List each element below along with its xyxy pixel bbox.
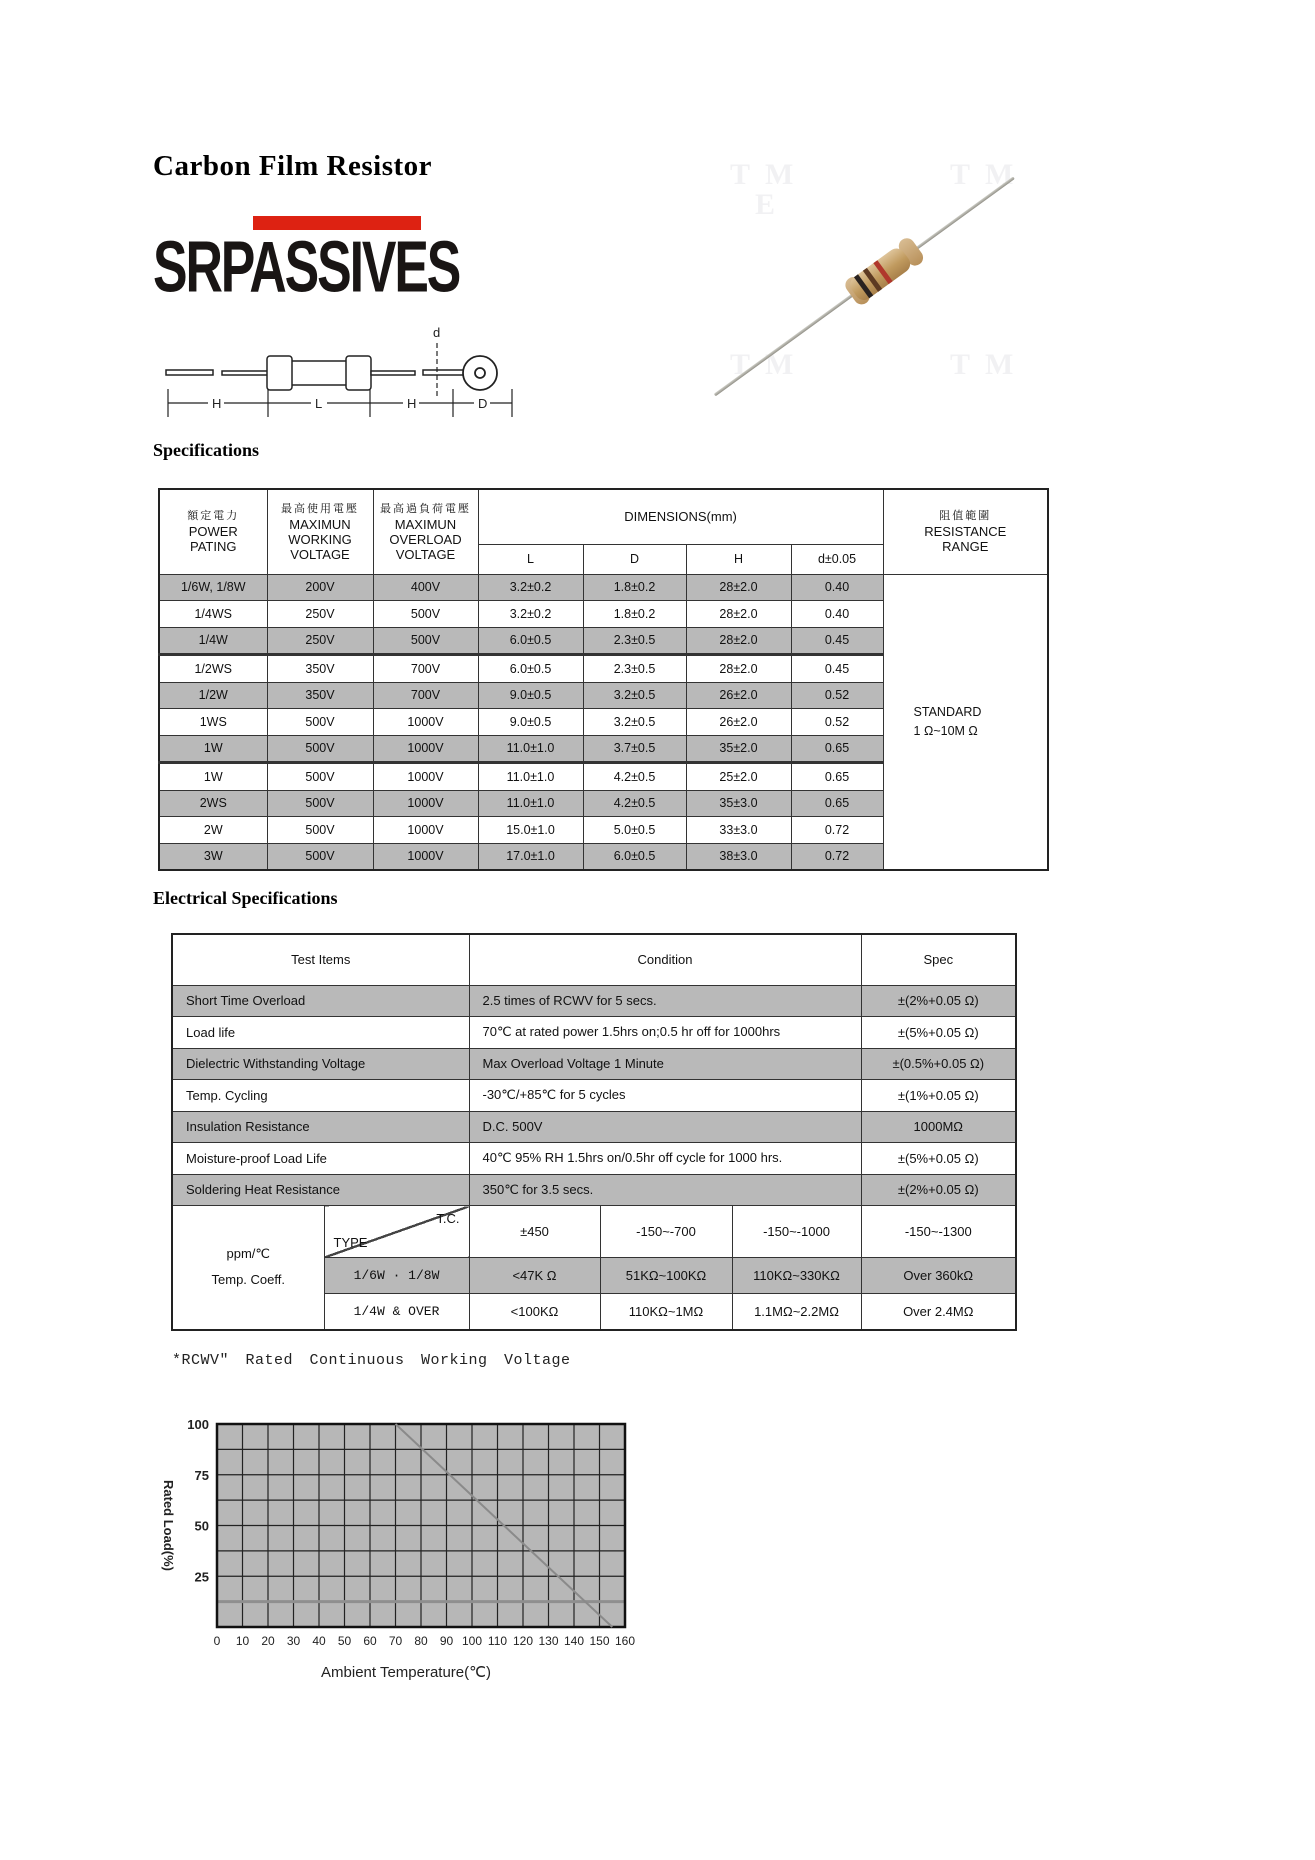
tc-range-header-cell: -150~-1000: [732, 1206, 861, 1258]
table-row: [172, 1017, 1016, 1049]
table-cell: 1/6W, 1/8W: [159, 574, 267, 601]
resistor-photo: [590, 118, 1020, 418]
table-row: [172, 1080, 1016, 1112]
table-cell: 1000V: [373, 817, 478, 844]
table-cell: 500V: [267, 763, 373, 791]
table-cell: 350V: [267, 682, 373, 709]
table-row: [172, 1111, 1016, 1143]
table-row: [172, 985, 1016, 1017]
header-sub-l: L: [478, 544, 583, 574]
table-cell: ±(2%+0.05 Ω): [861, 1174, 1016, 1206]
sr-passives-logo: [153, 213, 460, 308]
table-cell: 6.0±0.5: [583, 843, 686, 870]
table-cell: 400V: [373, 574, 478, 601]
table-cell: 1000V: [373, 735, 478, 763]
tc-range-header-cell: -150~-700: [600, 1206, 732, 1258]
tc-type-cell: 1/4W & OVER: [324, 1294, 469, 1330]
table-cell: 0.72: [791, 817, 883, 844]
temp-coeff-label-line: Temp. Coeff.: [211, 1272, 285, 1288]
y-tick-label: 25: [194, 1569, 209, 1585]
table-cell: Insulation Resistance: [172, 1111, 469, 1143]
x-tick-label: 60: [363, 1634, 377, 1648]
table-cell: 1/4WS: [159, 601, 267, 628]
tc-value-cell: <47K Ω: [469, 1258, 600, 1294]
tc-value-cell: 110KΩ~1MΩ: [600, 1294, 732, 1330]
logo-sr: SR: [153, 225, 221, 308]
table-cell: 3.2±0.5: [583, 682, 686, 709]
x-tick-label: 20: [261, 1634, 275, 1648]
table-cell: 0.45: [791, 655, 883, 683]
table-cell: ±(0.5%+0.05 Ω): [861, 1048, 1016, 1080]
x-tick-label: 110: [487, 1634, 508, 1648]
tc-value-cell: Over 360kΩ: [861, 1258, 1016, 1294]
table-cell: 350V: [267, 655, 373, 683]
table-cell: 70℃ at rated power 1.5hrs on;0.5 hr off for 1000hrs: [469, 1017, 861, 1049]
x-tick-label: 160: [614, 1634, 636, 1648]
table-cell: 35±2.0: [686, 735, 791, 763]
table-row: [172, 1048, 1016, 1080]
watermark: T M: [730, 348, 794, 381]
table-cell: 6.0±0.5: [478, 627, 583, 655]
tc-corner-label: T.C.: [436, 1211, 460, 1226]
logo-text: [153, 225, 459, 308]
label-d: d: [433, 325, 441, 340]
header-working-voltage: 最高使用電壓 MAXIMUN WORKING VOLTAGE: [267, 489, 373, 574]
header-power: 額定電力 POWER PATING: [159, 489, 267, 574]
lead-stub-left: [166, 370, 213, 375]
x-tick-label: 0: [213, 1634, 221, 1648]
label-l: L: [315, 396, 323, 411]
lead-stub-right: [423, 370, 465, 375]
table-cell: 0.40: [791, 574, 883, 601]
rcwv-note: *RCWV" Rated Continuous Working Voltage: [172, 1352, 571, 1369]
derating-chart: [130, 1385, 750, 1715]
table-cell: -30℃/+85℃ for 5 cycles: [469, 1080, 861, 1112]
table-cell: 26±2.0: [686, 709, 791, 736]
tc-value-cell: <100KΩ: [469, 1294, 600, 1330]
table-cell: 1W: [159, 763, 267, 791]
label-big-d: D: [478, 396, 488, 411]
table-cell: 1.8±0.2: [583, 601, 686, 628]
tc-header-row: [172, 1206, 1016, 1258]
table-cell: 2.5 times of RCWV for 5 secs.: [469, 985, 861, 1017]
table-cell: D.C. 500V: [469, 1111, 861, 1143]
resistor-body-photo: [847, 245, 914, 304]
resistor-body: [290, 361, 348, 385]
x-tick-label: 50: [337, 1634, 352, 1648]
elec-table-body: [172, 985, 1016, 1330]
table-cell: 1/2W: [159, 682, 267, 709]
table-cell: 2.3±0.5: [583, 627, 686, 655]
y-axis-title: Rated Load(%): [161, 1480, 176, 1571]
header-power-cn: 額定電力: [187, 510, 240, 523]
table-cell: Dielectric Withstanding Voltage: [172, 1048, 469, 1080]
spec-table-body: [159, 574, 1048, 870]
table-cell: 500V: [373, 601, 478, 628]
x-tick-label: 120: [512, 1634, 534, 1648]
x-tick-label: 150: [589, 1634, 610, 1648]
table-cell: 3.7±0.5: [583, 735, 686, 763]
table-cell: 6.0±0.5: [478, 655, 583, 683]
type-corner-label: TYPE: [333, 1235, 368, 1250]
table-cell: 5.0±0.5: [583, 817, 686, 844]
table-cell: 1000V: [373, 843, 478, 870]
watermark: T M: [950, 348, 1014, 381]
table-cell: 0.72: [791, 843, 883, 870]
resistance-range-line: STANDARD: [913, 704, 982, 719]
table-cell: 0.65: [791, 763, 883, 791]
tc-range-header-cell: ±450: [469, 1206, 600, 1258]
table-cell: ±(5%+0.05 Ω): [861, 1143, 1016, 1175]
table-cell: 40℃ 95% RH 1.5hrs on/0.5hr off cycle for 1000 hrs.: [469, 1143, 861, 1175]
label-h-right: H: [407, 396, 417, 411]
logo-passives: PASSIVES: [220, 225, 460, 308]
table-cell: 15.0±1.0: [478, 817, 583, 844]
table-cell: 35±3.0: [686, 790, 791, 817]
header-dimensions: DIMENSIONS(mm): [478, 489, 883, 544]
x-tick-label: 30: [286, 1634, 301, 1648]
table-cell: 1000MΩ: [861, 1111, 1016, 1143]
table-cell: 26±2.0: [686, 682, 791, 709]
table-cell: 38±3.0: [686, 843, 791, 870]
lead-left: [222, 371, 268, 375]
table-cell: ±(5%+0.05 Ω): [861, 1017, 1016, 1049]
table-cell: 25±2.0: [686, 763, 791, 791]
type-tc-diagonal-cell: [324, 1206, 469, 1258]
table-cell: 1000V: [373, 763, 478, 791]
watermark: T M: [730, 158, 794, 191]
table-cell: Short Time Overload: [172, 985, 469, 1017]
table-cell: 1W: [159, 735, 267, 763]
table-cell: 3.2±0.2: [478, 601, 583, 628]
table-cell: 500V: [267, 843, 373, 870]
table-cell: 9.0±0.5: [478, 682, 583, 709]
header-overload-voltage: 最高過負荷電壓 MAXIMUN OVERLOAD VOLTAGE: [373, 489, 478, 574]
x-tick-label: 70: [388, 1634, 403, 1648]
table-cell: 0.65: [791, 735, 883, 763]
table-cell: 11.0±1.0: [478, 735, 583, 763]
table-cell: 0.52: [791, 682, 883, 709]
table-cell: 200V: [267, 574, 373, 601]
table-cell: 500V: [267, 709, 373, 736]
lead-right: [371, 371, 415, 375]
table-cell: 500V: [267, 817, 373, 844]
header-test-items: Test Items: [172, 934, 469, 985]
table-cell: ±(2%+0.05 Ω): [861, 985, 1016, 1017]
table-cell: 17.0±1.0: [478, 843, 583, 870]
table-cell: 33±3.0: [686, 817, 791, 844]
tc-value-cell: 110KΩ~330KΩ: [732, 1258, 861, 1294]
table-cell: 1/2WS: [159, 655, 267, 683]
x-tick-label: 10: [235, 1634, 250, 1648]
x-tick-label: 80: [414, 1634, 428, 1648]
table-cell: 250V: [267, 627, 373, 655]
x-tick-label: 40: [312, 1634, 326, 1648]
table-row: [172, 1143, 1016, 1175]
table-cell: 700V: [373, 682, 478, 709]
x-tick-label: 90: [439, 1634, 454, 1648]
header-sub-h: H: [686, 544, 791, 574]
resistance-range-line: 1 Ω~10M Ω: [913, 723, 978, 738]
specifications-table: [158, 488, 1049, 871]
table-cell: 350℃ for 3.5 secs.: [469, 1174, 861, 1206]
header-sub-dtol: d±0.05: [791, 544, 883, 574]
table-cell: 700V: [373, 655, 478, 683]
header-condition: Condition: [469, 934, 861, 985]
temp-coeff-label-line: ppm/℃: [226, 1246, 270, 1262]
table-cell: 500V: [267, 735, 373, 763]
table-cell: 28±2.0: [686, 655, 791, 683]
electrical-heading: Electrical Specifications: [153, 888, 338, 908]
x-tick-label: 140: [563, 1634, 585, 1648]
table-cell: 0.45: [791, 627, 883, 655]
x-tick-label: 100: [461, 1634, 483, 1648]
tc-range-header-cell: -150~-1300: [861, 1206, 1016, 1258]
table-cell: 11.0±1.0: [478, 790, 583, 817]
table-cell: 1000V: [373, 709, 478, 736]
end-view-lead-dot: [475, 368, 485, 378]
tc-value-cell: Over 2.4MΩ: [861, 1294, 1016, 1330]
header-resistance-range: 阻值範圍 RESISTANCE RANGE: [883, 489, 1048, 574]
tc-value-cell: 51KΩ~100KΩ: [600, 1258, 732, 1294]
tc-type-cell: 1/6W · 1/8W: [324, 1258, 469, 1294]
table-cell: Temp. Cycling: [172, 1080, 469, 1112]
table-cell: 2.3±0.5: [583, 655, 686, 683]
table-cell: 3.2±0.5: [583, 709, 686, 736]
x-tick-label: 130: [538, 1634, 559, 1648]
header-spec: Spec: [861, 934, 1016, 985]
label-h-left: H: [212, 396, 222, 411]
table-cell: 28±2.0: [686, 574, 791, 601]
header-sub-d: D: [583, 544, 686, 574]
table-cell: 9.0±0.5: [478, 709, 583, 736]
table-cell: 500V: [267, 790, 373, 817]
table-cell: 28±2.0: [686, 627, 791, 655]
table-cell: 1WS: [159, 709, 267, 736]
tc-value-cell: 1.1MΩ~2.2MΩ: [732, 1294, 861, 1330]
table-cell: 0.40: [791, 601, 883, 628]
table-cell: Max Overload Voltage 1 Minute: [469, 1048, 861, 1080]
watermark: T M: [950, 158, 1014, 191]
y-tick-label: 50: [194, 1518, 209, 1534]
temp-coeff-label-cell: [172, 1206, 324, 1330]
resistor-dimension-drawing: [140, 325, 540, 425]
table-row: [172, 1174, 1016, 1206]
table-cell: 250V: [267, 601, 373, 628]
end-cap-left: [267, 356, 292, 390]
x-axis-title: Ambient Temperature(℃): [321, 1664, 491, 1681]
table-cell: 11.0±1.0: [478, 763, 583, 791]
table-cell: Moisture-proof Load Life: [172, 1143, 469, 1175]
table-cell: Soldering Heat Resistance: [172, 1174, 469, 1206]
table-cell: 3W: [159, 843, 267, 870]
table-cell: 3.2±0.2: [478, 574, 583, 601]
table-cell: 1000V: [373, 790, 478, 817]
table-cell: 0.52: [791, 709, 883, 736]
table-cell: Load life: [172, 1017, 469, 1049]
table-cell: 28±2.0: [686, 601, 791, 628]
table-cell: 2WS: [159, 790, 267, 817]
y-tick-label: 100: [187, 1417, 209, 1432]
table-cell: 1.8±0.2: [583, 574, 686, 601]
table-cell: 4.2±0.5: [583, 763, 686, 791]
table-cell: 4.2±0.5: [583, 790, 686, 817]
table-cell: 1/4W: [159, 627, 267, 655]
table-cell: 2W: [159, 817, 267, 844]
resistance-range-cell: [883, 574, 1048, 870]
specifications-heading: Specifications: [153, 440, 259, 460]
y-tick-label: 75: [194, 1467, 209, 1483]
watermark: E: [755, 188, 776, 221]
table-cell: 0.65: [791, 790, 883, 817]
page-title: Carbon Film Resistor: [153, 150, 433, 182]
electrical-table: [171, 933, 1017, 1331]
table-row: [159, 574, 1048, 601]
table-cell: ±(1%+0.05 Ω): [861, 1080, 1016, 1112]
table-cell: 500V: [373, 627, 478, 655]
end-cap-right: [346, 356, 371, 390]
